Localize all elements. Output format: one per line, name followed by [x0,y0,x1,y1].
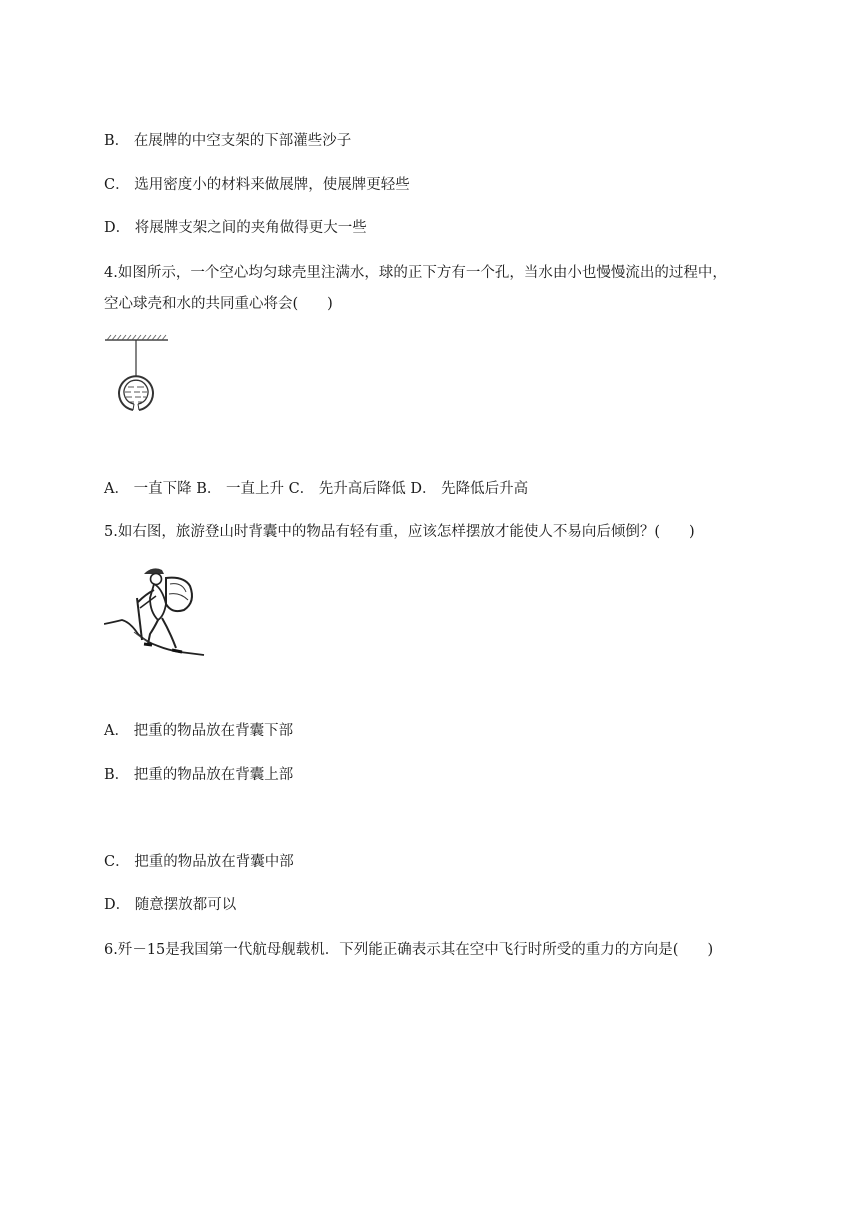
q5-option-a: A． 把重的物品放在背囊下部 [104,723,294,739]
q3-option-c: C． 选用密度小的材料来做展牌，使展牌更轻些 [104,177,410,193]
q3-option-d: D． 将展牌支架之间的夹角做得更大一些 [104,220,367,236]
q4-options: A． 一直下降 B． 一直上升 C． 先升高后降低 D． 先降低后升高 [104,481,529,497]
q5-option-b: B． 把重的物品放在背囊上部 [104,767,294,783]
q5-option-d: D． 随意摆放都可以 [104,897,237,913]
q3-option-b: B． 在展牌的中空支架的下部灌些沙子 [104,133,352,149]
hiker-with-backpack-figure [104,562,208,662]
q4-stem-line1: 4.如图所示，一个空心均匀球壳里注满水，球的正下方有一个孔，当水由小也慢慢流出的过程中， [104,265,727,281]
q5-option-c: C． 把重的物品放在背囊中部 [104,854,294,870]
hanging-sphere-figure [104,334,174,420]
q5-stem: 5.如右图，旅游登山时背囊中的物品有轻有重，应该怎样摆放才能使人不易向后倾倒？( ) [104,524,695,540]
q6-stem: 6.歼－15是我国第一代航母舰载机．下列能正确表示其在空中飞行时所受的重力的方向是( ) [104,942,714,958]
q4-stem-line2: 空心球壳和水的共同重心将会( ) [104,296,333,312]
